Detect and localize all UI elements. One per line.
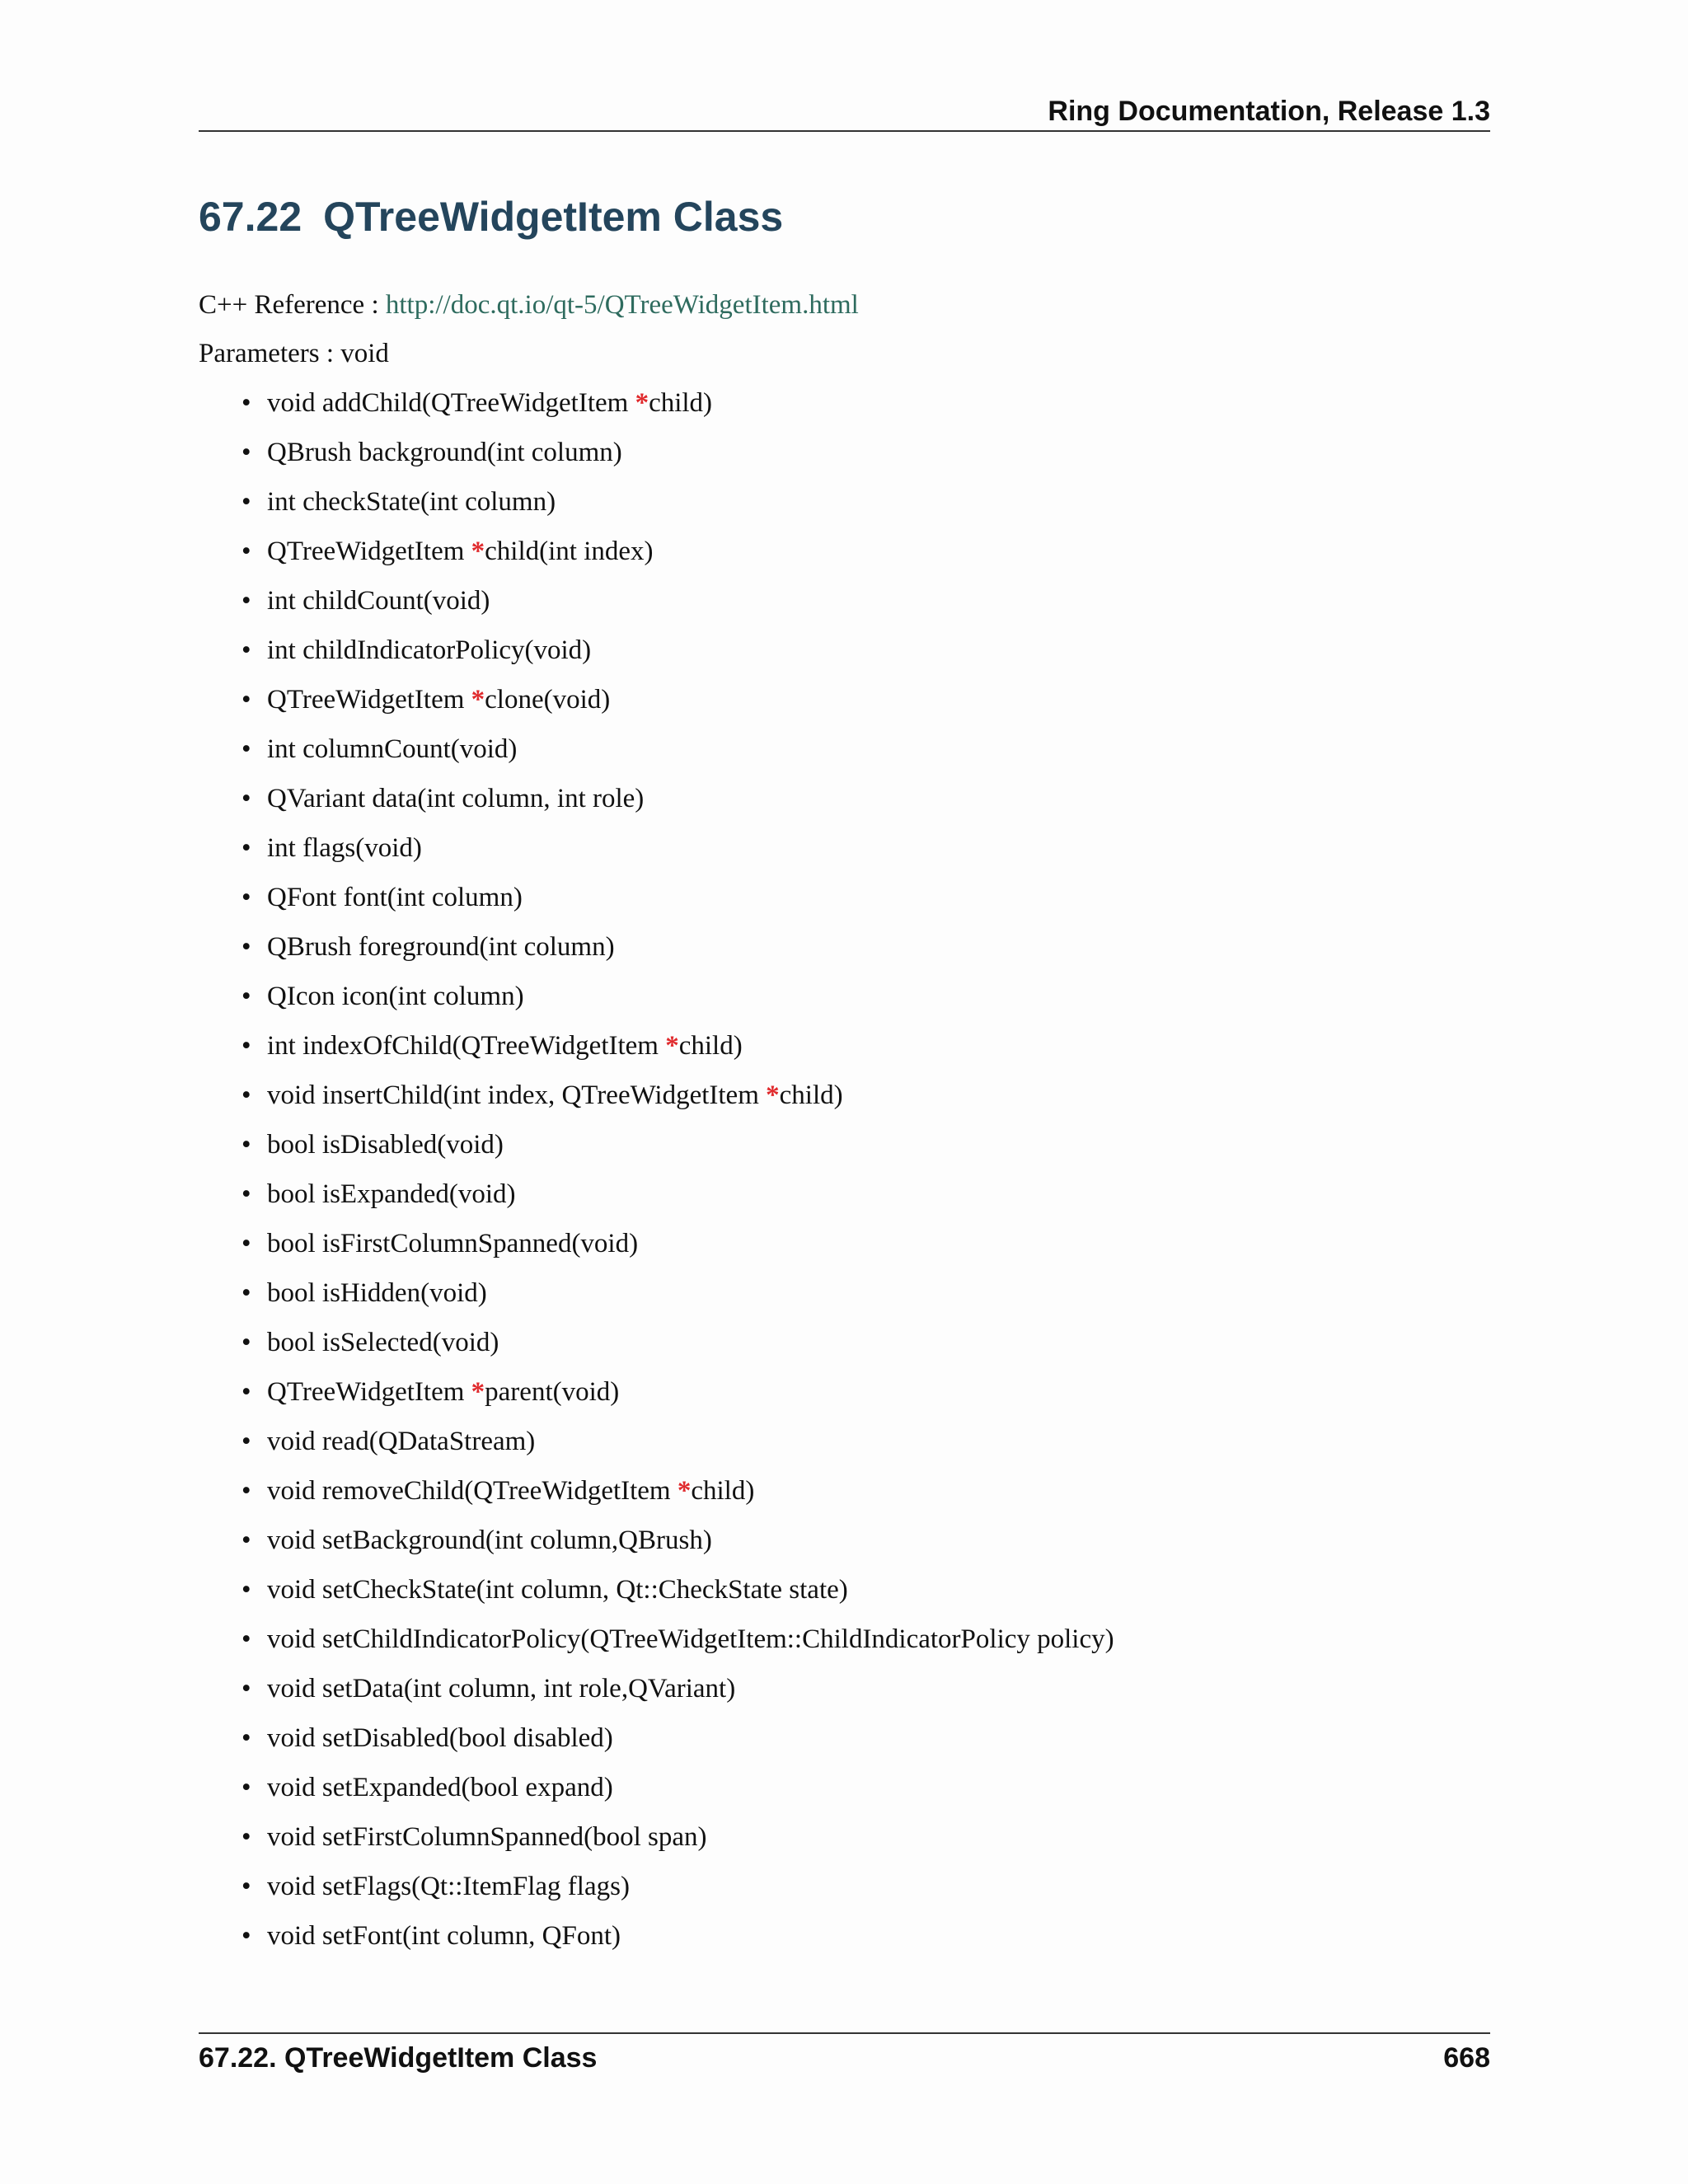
pointer-asterisk: *: [471, 1377, 485, 1407]
bullet-icon: •: [241, 1080, 251, 1110]
bullet-icon: •: [241, 635, 251, 665]
pointer-asterisk: *: [471, 537, 485, 566]
method-list-item: [199, 1623, 1114, 1672]
method-list-item: [199, 1919, 1114, 1969]
method-list-item: [199, 1474, 1114, 1524]
method-list-item: [199, 1573, 1114, 1623]
method-list-item: [199, 1524, 1114, 1573]
parameters-line: Parameters : void: [199, 339, 389, 368]
method-list-item: [199, 1376, 1114, 1425]
method-list-item: [199, 1771, 1114, 1821]
method-signature-text: int checkState(int column): [267, 487, 556, 517]
bullet-icon: •: [241, 685, 251, 715]
method-signature-text: parent(void): [485, 1377, 620, 1407]
method-signature-text: void setChildIndicatorPolicy(QTreeWidgetItem::ChildIndicatorPolicy policy): [267, 1624, 1114, 1654]
method-signature-text: bool isFirstColumnSpanned(void): [267, 1229, 639, 1258]
section-title: QTreeWidgetItem Class: [323, 194, 784, 240]
bullet-icon: •: [241, 1723, 251, 1753]
method-signature-text: void setFont(int column, QFont): [267, 1921, 621, 1951]
method-signature-text: child): [678, 1031, 743, 1061]
bullet-icon: •: [241, 1427, 251, 1456]
bullet-icon: •: [241, 1229, 251, 1258]
method-list-item: [199, 782, 1114, 832]
bullet-icon: •: [241, 487, 251, 517]
method-signature-text: void setExpanded(bool expand): [267, 1773, 613, 1802]
footer-section-label: 67.22. QTreeWidgetItem Class: [199, 2042, 598, 2074]
method-signature-text: bool isDisabled(void): [267, 1130, 504, 1160]
bullet-icon: •: [241, 1872, 251, 1901]
pointer-asterisk: *: [471, 685, 485, 715]
method-list-item: [199, 535, 1114, 584]
method-signature-text: child(int index): [485, 537, 654, 566]
bullet-icon: •: [241, 932, 251, 962]
method-list-item: [199, 1326, 1114, 1376]
bullet-icon: •: [241, 1130, 251, 1160]
method-list-item: [199, 1029, 1114, 1079]
method-list-item: [199, 683, 1114, 733]
method-list-item: [199, 436, 1114, 485]
method-signature-text: QBrush foreground(int column): [267, 932, 615, 962]
bullet-icon: •: [241, 537, 251, 566]
bullet-icon: •: [241, 1526, 251, 1555]
method-signature-text: QTreeWidgetItem: [267, 537, 471, 566]
method-signature-text: child): [691, 1476, 755, 1506]
pointer-asterisk: *: [665, 1031, 679, 1061]
method-signature-text: QTreeWidgetItem: [267, 685, 471, 715]
method-list-item: [199, 881, 1114, 930]
method-signature-text: void setFirstColumnSpanned(bool span): [267, 1822, 707, 1852]
bullet-icon: •: [241, 883, 251, 912]
section-number: 67.22: [199, 194, 302, 240]
method-signature-text: child): [649, 388, 713, 418]
bullet-icon: •: [241, 1476, 251, 1506]
section-heading: [199, 193, 783, 241]
method-list-item: [199, 930, 1114, 980]
method-list-item: [199, 1227, 1114, 1277]
method-list-item: [199, 1870, 1114, 1919]
method-signature-text: void setDisabled(bool disabled): [267, 1723, 613, 1753]
pointer-asterisk: *: [635, 388, 649, 418]
method-list-item: [199, 832, 1114, 881]
method-signature-text: QIcon icon(int column): [267, 982, 524, 1011]
cpp-reference-label: C++ Reference :: [199, 290, 379, 320]
bullet-icon: •: [241, 1575, 251, 1605]
bullet-icon: •: [241, 1377, 251, 1407]
method-signature-text: int columnCount(void): [267, 734, 518, 764]
method-signature-text: int childIndicatorPolicy(void): [267, 635, 592, 665]
footer-page-number: 668: [1443, 2042, 1490, 2074]
method-list-item: [199, 1722, 1114, 1771]
method-list: [199, 387, 1114, 1969]
method-list-item: [199, 733, 1114, 782]
bullet-icon: •: [241, 784, 251, 813]
bullet-icon: •: [241, 1624, 251, 1654]
running-footer: [199, 2032, 1490, 2083]
method-signature-text: void setBackground(int column,QBrush): [267, 1526, 712, 1555]
cpp-reference-link[interactable]: http://doc.qt.io/qt-5/QTreeWidgetItem.html: [385, 290, 859, 320]
method-signature-text: int indexOfChild(QTreeWidgetItem: [267, 1031, 666, 1061]
bullet-icon: •: [241, 1328, 251, 1357]
method-signature-text: QTreeWidgetItem: [267, 1377, 471, 1407]
bullet-icon: •: [241, 1278, 251, 1308]
bullet-icon: •: [241, 1179, 251, 1209]
method-signature-text: void read(QDataStream): [267, 1427, 536, 1456]
method-signature-text: void insertChild(int index, QTreeWidgetItem: [267, 1080, 767, 1110]
method-signature-text: bool isSelected(void): [267, 1328, 499, 1357]
method-list-item: [199, 1079, 1114, 1128]
bullet-icon: •: [241, 438, 251, 467]
bullet-icon: •: [241, 1822, 251, 1852]
method-signature-text: void addChild(QTreeWidgetItem: [267, 388, 635, 418]
method-signature-text: QVariant data(int column, int role): [267, 784, 645, 813]
method-list-item: [199, 1821, 1114, 1870]
method-signature-text: child): [779, 1080, 843, 1110]
bullet-icon: •: [241, 1031, 251, 1061]
method-list-item: [199, 387, 1114, 436]
method-signature-text: QBrush background(int column): [267, 438, 622, 467]
bullet-icon: •: [241, 734, 251, 764]
bullet-icon: •: [241, 1674, 251, 1704]
method-list-item: [199, 1128, 1114, 1178]
method-list-item: [199, 1277, 1114, 1326]
running-header: [199, 89, 1490, 132]
pointer-asterisk: *: [766, 1080, 780, 1110]
method-list-item: [199, 584, 1114, 634]
bullet-icon: •: [241, 1773, 251, 1802]
method-signature-text: void setCheckState(int column, Qt::CheckState state): [267, 1575, 848, 1605]
bullet-icon: •: [241, 1921, 251, 1951]
method-signature-text: clone(void): [485, 685, 611, 715]
running-header-title: Ring Documentation, Release 1.3: [1048, 96, 1490, 127]
bullet-icon: •: [241, 982, 251, 1011]
pointer-asterisk: *: [677, 1476, 692, 1506]
method-signature-text: void setFlags(Qt::ItemFlag flags): [267, 1872, 630, 1901]
method-list-item: [199, 980, 1114, 1029]
method-list-item: [199, 1672, 1114, 1722]
method-signature-text: int childCount(void): [267, 586, 490, 616]
method-list-item: [199, 1425, 1114, 1474]
cpp-reference-line: [199, 288, 859, 321]
method-list-item: [199, 634, 1114, 683]
method-signature-text: void removeChild(QTreeWidgetItem: [267, 1476, 678, 1506]
method-signature-text: void setData(int column, int role,QVariant): [267, 1674, 736, 1704]
method-signature-text: QFont font(int column): [267, 883, 523, 912]
method-signature-text: bool isHidden(void): [267, 1278, 487, 1308]
bullet-icon: •: [241, 586, 251, 616]
bullet-icon: •: [241, 833, 251, 863]
method-list-item: [199, 485, 1114, 535]
method-signature-text: int flags(void): [267, 833, 422, 863]
method-signature-text: bool isExpanded(void): [267, 1179, 516, 1209]
bullet-icon: •: [241, 388, 251, 418]
method-list-item: [199, 1178, 1114, 1227]
